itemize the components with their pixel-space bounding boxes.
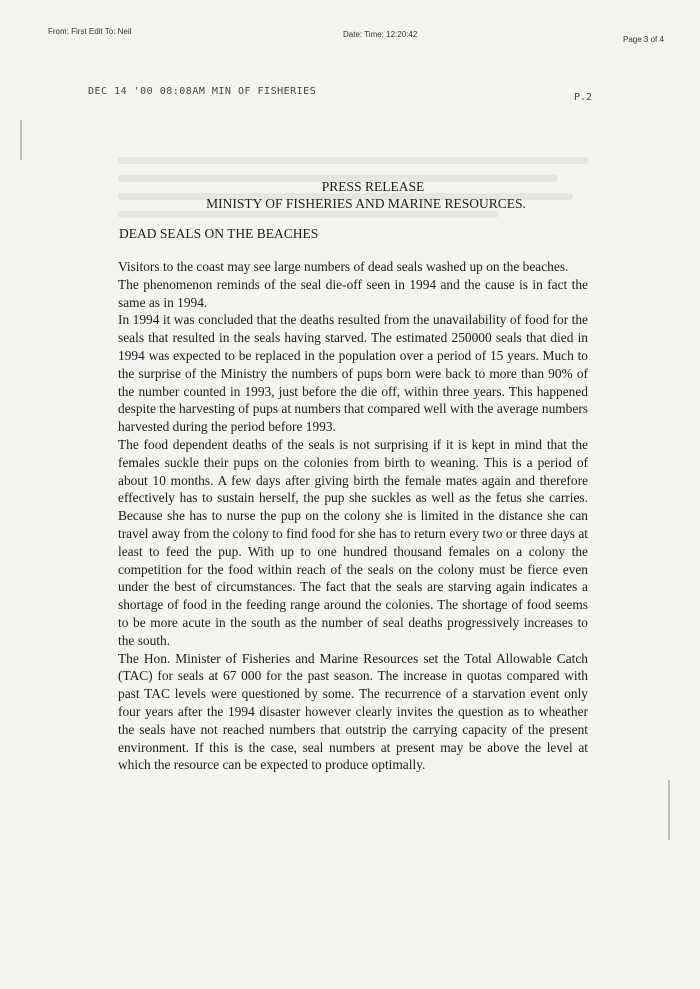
paragraph: Visitors to the coast may see large numbers of dead seals washed up on the beaches. [118,259,569,274]
press-release-title-block [0,178,700,212]
transmission-line-id: DEC 14 '00 08:08AM MIN OF FISHERIES [88,86,317,97]
fax-header [0,27,700,43]
paragraph: The food dependent deaths of the seals is not surprising if it is kept in mind that the females suckle their pups on the colonies from birth to weaning. This is a period of about 10 months. A few days after giving birth the female mates again and therefore effectively has to sustain herself, the pup she suckles as well as the fetus she carries. Because she has to nurse the pup on the colony she is limited in the distance she can travel away from the colony to find food for she has to return every two or three days at least to feed the pup. With up to one hundred thousand females on a colony the competition for the food within reach of the seals on the colony must be fierce even under the best of circumstances. The fact that the seals are starving again indicates a shortage of food in the feeding range around the colonies. The shortage of food seems to be more acute in the south as the number of seal deaths progressively increases to the south. [118,436,589,648]
article-heading: DEAD SEALS ON THE BEACHES [119,226,319,241]
ministry-name: MINISTY OF FISHERIES AND MARINE RESOURCES. [206,196,526,211]
paragraph: The phenomenon reminds of the seal die-off seen in 1994 and the cause is in fact the same as in 1994. [118,276,588,310]
paragraph: In 1994 it was concluded that the deaths resulted from the unavailability of food for the seals that resulted in the seals having starved. The estimated 250000 seals that died in 1994 was expected to be replaced in the population over a period of 15 years. Much to the surprise of the Ministry the numbers of pups born were back to more than 90% of the number counted in 1993, just before the die off, within three years. This happened despite the harvesting of pups at numbers that compared well with the average numbers harvested during the period before 1993. [118,312,588,435]
fax-sender: From: First Edit To: Neil [48,27,132,36]
bleed-through-line [118,157,588,164]
scan-edge-mark [20,120,22,160]
bleed-through-line [118,211,498,218]
paragraph: The Hon. Minister of Fisheries and Marine Resources set the Total Allowable Catch (TAC) for seals at 67 000 for the past season. The increase in quotas compared with past TAC levels were questioned by some. The recurrence of a starvation event only four years after the 1994 disaster however clearly invites the question as to wheather the seals have not reached numbers that outstrip the carrying capacity of the present environment. If this is the case, seal numbers at present may be above the level at which the resource can be expected to produce optimally. [118,650,588,773]
press-release-title: PRESS RELEASE [321,179,425,194]
fax-page-count: Page 3 of 4 [623,35,664,44]
fax-datetime: Date: Time: 12:20:42 [343,30,418,39]
transmission-page-number: P.2 [574,92,593,103]
scan-edge-mark [668,780,670,840]
article-body [118,258,588,774]
